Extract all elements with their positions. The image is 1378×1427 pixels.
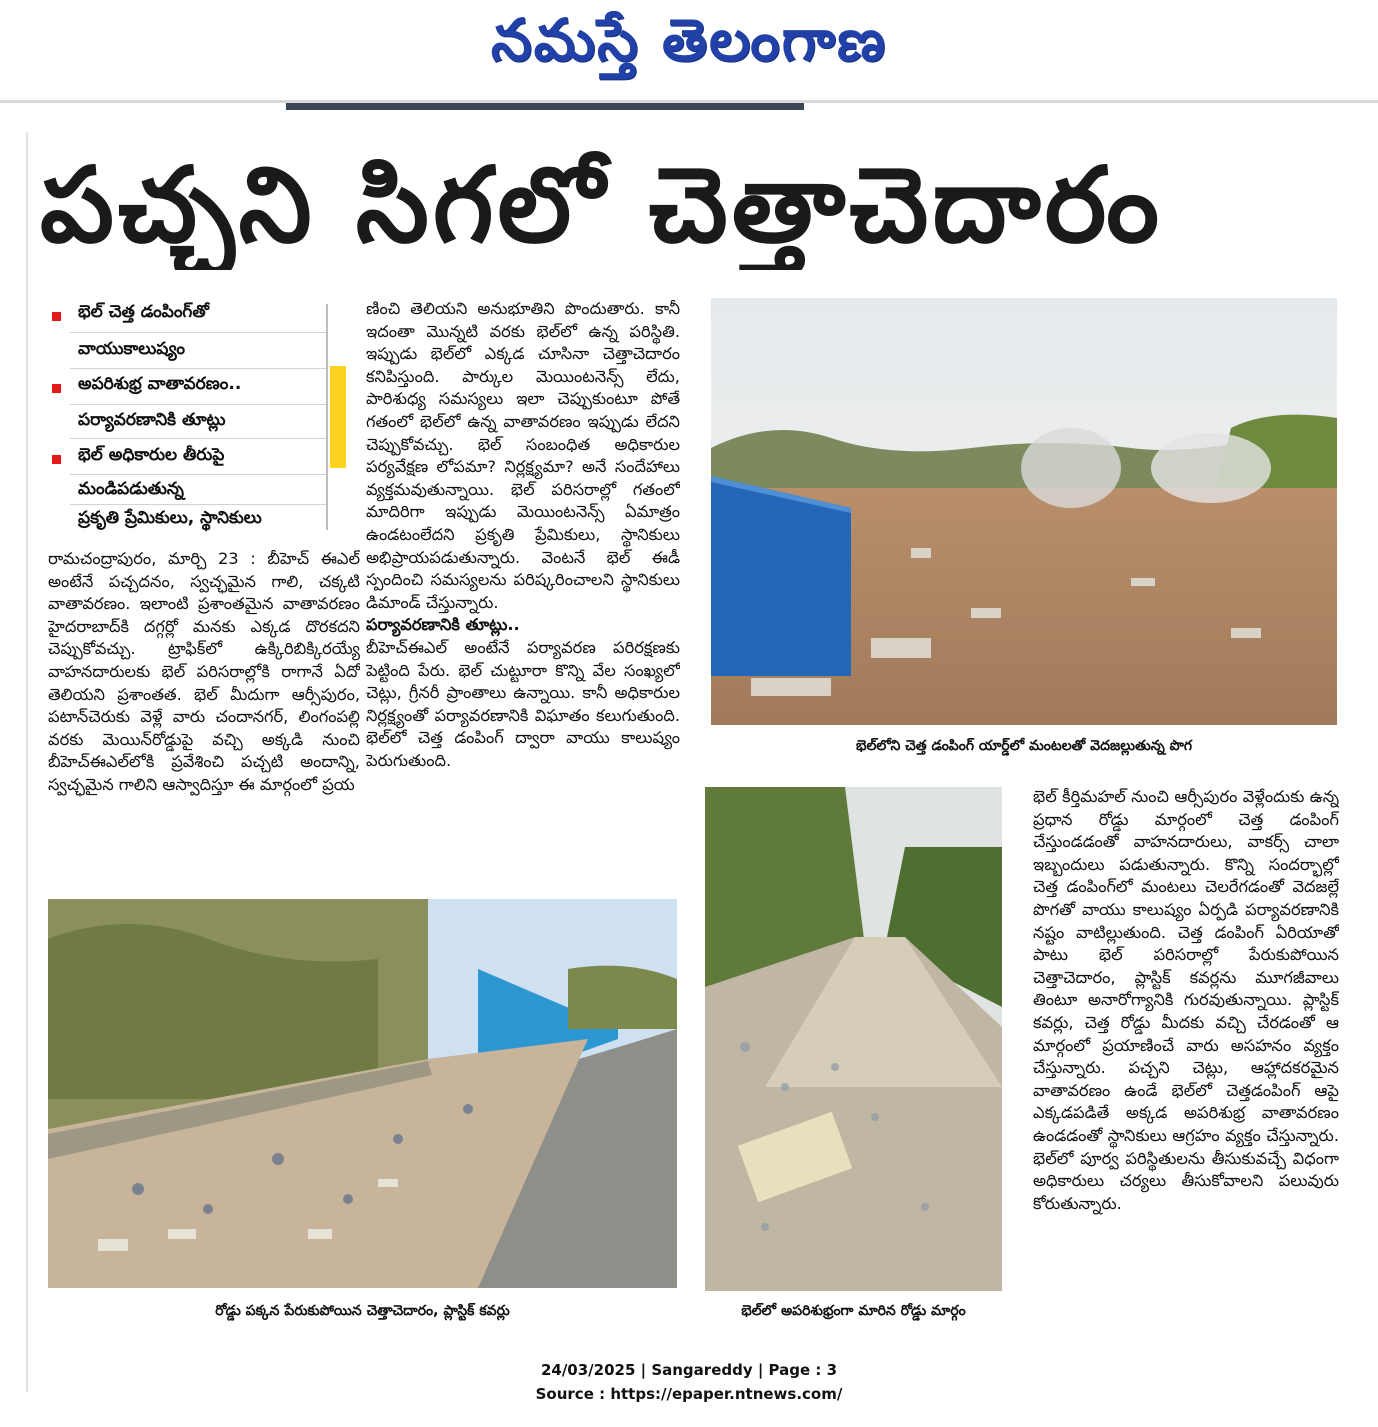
footer-source: Source : https://epaper.ntnews.com/ — [535, 1385, 843, 1403]
bullet-marker — [52, 384, 61, 393]
headline: పచ్చని సిగలో చెత్తాచెదారం — [40, 144, 1164, 266]
highlight-3-line-1: భెల్ అధికారుల తీరుపై — [78, 445, 225, 465]
highlights-box-border — [326, 304, 328, 530]
photo-caption: భెల్‌లోని చెత్త డంపింగ్ యార్డ్‌లో మంటలతో వెదజల్లుతున్న పొగ — [855, 738, 1193, 754]
accent-bar — [330, 366, 346, 468]
photo-dumping-yard-image — [711, 298, 1337, 725]
article-subheading: పర్యావరణానికి తూట్లు.. — [366, 615, 520, 635]
highlight-2-line-1: అపరిశుభ్ర వాతావరణం.. — [78, 374, 242, 394]
article-column-2 — [366, 298, 680, 886]
footer-edition-info: 24/03/2025 | Sangareddy | Page : 3 — [540, 1361, 838, 1379]
photo-dirty-road — [705, 787, 1002, 1291]
highlight-divider — [70, 404, 328, 405]
page-footer — [0, 1358, 1378, 1406]
highlight-divider — [70, 332, 328, 333]
highlights-box — [44, 298, 328, 530]
article-column-1 — [48, 548, 360, 884]
highlight-3-line-3: ప్రకృతి ప్రేమికులు, స్థానికులు — [78, 508, 262, 528]
article-paragraph: ణించి తెలియని అనుభూతిని పొందుతారు. కానీ ఇదంతా మొన్నటి వరకు భెల్‌లో ఉన్న పరిస్థితి. ఇప్పుడు భెల్‌లో ఎక్కడ చూసినా చెత్తాచెదారం కనిపిస్తుంది. పార్కుల మెయింటనెన్స్ లేదు, పారిశుధ్య సమస్యలు ఇలా చెప్పుకుంటూ పోతే గతంలో భెల్‌లో ఉన్న వాతావరణం ఇప్పుడు లేదని చెప్పుకోవచ్చు. భెల్ సంబంధిత అధికారుల పర్యవేక్షణ లోపమా? నిర్లక్ష్యమా? అనే సందేహాలు వ్యక్తమవుతున్నాయి. భెల్ పరిసరాల్లో గతంలో మాదిరిగా ఇప్పుడు మెయింటనెన్స్ ఏమాత్రం ఉండటంలేదని ప్రకృతి ప్రేమికులు, స్థానికులు అభిప్రాయపడుతున్నారు. వెంటనే భెల్ ఈడీ స్పందించి సమస్యలను పరిష్కరించాలని స్థానికులు డిమాండ్ చేస్తున్నారు. — [366, 299, 680, 612]
photo-roadside-garbage — [48, 899, 677, 1288]
photo-dirty-road-image — [705, 787, 1002, 1291]
bullet-marker — [52, 455, 61, 464]
page-margin-rule — [26, 132, 28, 1392]
photo-caption: భెల్‌లో అపరిశుభ్రంగా మారిన రోడ్డు మార్గం — [741, 1303, 966, 1319]
photo-caption: రోడ్డు పక్కన పేరుకుపోయిన చెత్తాచెదారం, ప్లాస్టిక్ కవర్లు — [215, 1303, 510, 1319]
newspaper-logo: నమస్తే తెలంగాణ — [491, 6, 887, 74]
masthead-accent-bar — [286, 103, 804, 110]
highlight-2-line-2: పర్యావరణానికి తూట్లు — [78, 410, 226, 430]
bullet-marker — [52, 312, 61, 321]
article-paragraph: బీహెచ్ఈఎల్ అంటేనే పర్యావరణ పరిరక్షణకు పెట్టింది పేరు. భెల్ చుట్టూరా కొన్ని వేల సంఖ్యలో చెట్లు, గ్రీనరీ ప్రాంతాలు ఉన్నాయి. కానీ అధికారుల నిర్లక్ష్యంతో పర్యావరణానికి విఘాతం కలుగుతుంది. భెల్‌లో చెత్త డంపింగ్ ద్వారా వాయు కాలుష్యం పెరుగుతుంది. — [366, 637, 680, 770]
highlight-1-line-2: వాయుకాలుష్యం — [78, 339, 185, 359]
photo-dumping-yard — [711, 298, 1337, 725]
masthead — [0, 0, 1378, 100]
highlight-1-line-1: భెల్ చెత్త డంపింగ్‌తో — [78, 302, 209, 322]
highlight-divider — [70, 368, 328, 369]
highlight-3-line-2: మండిపడుతున్న — [78, 479, 184, 499]
highlight-divider — [70, 438, 328, 439]
article-paragraph: రామచంద్రాపురం, మార్చి 23 : బీహెచ్ ఈఎల్ అంటేనే పచ్చదనం, స్వచ్ఛమైన గాలి, చక్కటి వాతావరణం. ఇలాంటి ప్రశాంతమైన వాతావరణం హైదరాబాద్‌కి దగ్గర్లో మనకు ఎక్కడ దొరకదని చెప్పుకోవచ్చు. ట్రాఫిక్‌లో ఉక్కిరిబిక్కిరయ్యే వాహనదారులకు భెల్ పరిసరాల్లోకి రాగానే ఏదో తెలియని ప్రశాంతత. భెల్ మీదుగా ఆర్సీపురం, పటాన్‌చెరుకు వెళ్లే వారు చందానగర్, లింగంపల్లి వరకు మెయిన్‌రోడ్డుపై వచ్చి అక్కడి నుంచి బీహెచ్ఈఎల్‌లోకి ప్రవేశించి పచ్చటి అందాన్ని, స్వచ్ఛమైన గాలిని ఆస్వాదిస్తూ ఈ మార్గంలో ప్రయ — [48, 549, 360, 794]
article-column-3 — [1033, 786, 1339, 1322]
article-paragraph: భెల్ కీర్తిమహల్ నుంచి ఆర్సీపురం వెళ్లేందుకు ఉన్న ప్రధాన రోడ్డు మార్గంలో చెత్త డంపింగ్ చేస్తుండడంతో వాహనదారులు, వాకర్స్ చాలా ఇబ్బందులు పడుతున్నారు. కొన్ని సందర్భాల్లో చెత్త డంపింగ్‌లో మంటలు చెలరేగడంతో వెదజల్లే పొగతో వాయు కాలుష్యం ఏర్పడి పర్యావరణానికి నష్టం వాటిల్లుతుంది. చెత్త డంపింగ్ ఏరియాతో పాటు భెల్ పరిసరాల్లో పేరుకుపోయిన చెత్తాచెదారం, ప్లాస్టిక్ కవర్లను మూగజీవాలు తింటూ అనారోగ్యానికి గురవుతున్నాయి. ప్లాస్టిక్ కవర్లు, చెత్త రోడ్డు మీదకు వచ్చి చేరడంతో ఆ మార్గంలో ప్రయాణించే వారు అసహనం వ్యక్తం చేస్తున్నారు. పచ్చని చెట్లు, ఆహ్లాదకరమైన వాతావరణం ఉండే భెల్‌లో చెత్తడంపింగ్ ఆపై ఎక్కడపడితే అక్కడ అపరిశుభ్ర వాతావరణం ఉండడంతో స్థానికులు ఆగ్రహం వ్యక్తం చేస్తున్నారు. భెల్‌లో పూర్వ పరిస్థితులను తీసుకువచ్చే విధంగా అధికారులు చర్యలు తీసుకోవాలని పలువురు కోరుతున్నారు. — [1033, 787, 1339, 1213]
highlight-divider — [70, 474, 328, 475]
highlight-divider — [70, 504, 328, 505]
photo-roadside-garbage-image — [48, 899, 677, 1288]
